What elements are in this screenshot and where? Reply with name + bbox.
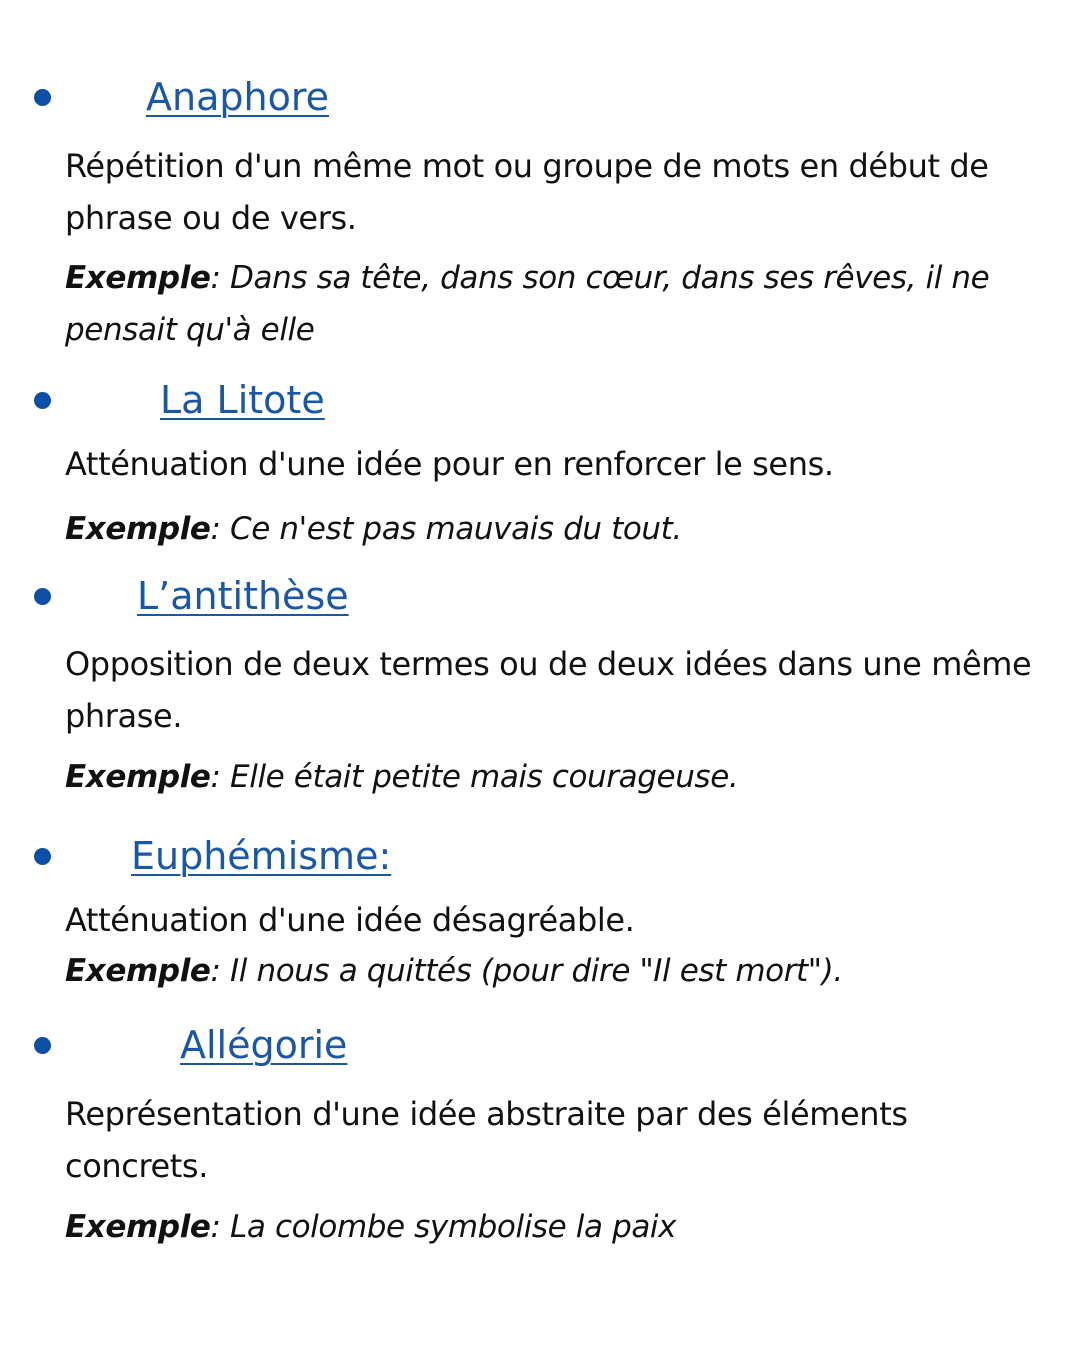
bullet-icon (34, 588, 51, 605)
bullet-icon (34, 89, 51, 106)
definition-text: Opposition de deux termes ou de deux idées dans une même phrase. (65, 645, 1032, 735)
example-text (65, 503, 1055, 555)
example-content: : Ce n'est pas mauvais du tout. (210, 511, 682, 547)
term-link-allegorie[interactable]: Allégorie (180, 1023, 348, 1067)
example-label: Exemple (65, 953, 211, 989)
definition-text: Atténuation d'une idée pour en renforcer le sens. (65, 445, 834, 483)
term-link-euphemisme[interactable]: Euphémisme: (131, 834, 392, 878)
bullet-icon (34, 392, 51, 409)
example-text (65, 945, 1055, 997)
example-label: Exemple (65, 260, 211, 296)
term-link-anaphore[interactable]: Anaphore (146, 75, 329, 119)
definition-text: Représentation d'une idée abstraite par des éléments concrets. (65, 1095, 908, 1185)
example-label: Exemple (65, 1209, 211, 1245)
example-content: : Dans sa tête, dans son cœur, dans ses rêves, il ne pensait qu'à elle (65, 260, 990, 348)
term-link-antithese[interactable]: L’antithèse (137, 574, 349, 618)
example-text (65, 751, 1055, 803)
bullet-icon (34, 1037, 51, 1054)
definition-text: Atténuation d'une idée désagréable. (65, 901, 635, 939)
example-text (65, 1201, 1055, 1253)
example-content: : Il nous a quittés (pour dire "Il est mort"). (210, 953, 843, 989)
example-content: : Elle était petite mais courageuse. (210, 759, 739, 795)
term-link-litote[interactable]: La Litote (160, 378, 325, 422)
example-content: : La colombe symbolise la paix (210, 1209, 677, 1245)
example-text (65, 252, 1055, 356)
bullet-icon (34, 848, 51, 865)
definition-text: Répétition d'un même mot ou groupe de mots en début de phrase ou de vers. (65, 147, 989, 237)
example-label: Exemple (65, 759, 211, 795)
example-label: Exemple (65, 511, 211, 547)
